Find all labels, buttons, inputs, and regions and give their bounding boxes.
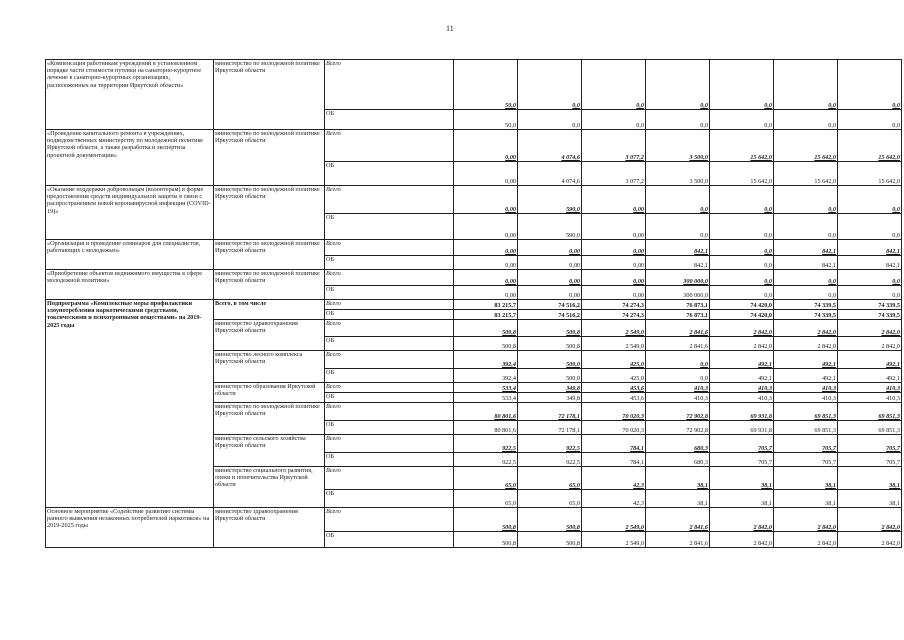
amount-cell: 2 842,0 (774, 320, 838, 337)
measure-name: «Организация и проведение семинаров для специалистов, работающих с молодежью» (46, 240, 214, 270)
amount-cell: 0,0 (646, 186, 710, 214)
funding-source: Всего (325, 467, 454, 490)
amount-cell: 842,1 (838, 256, 902, 270)
amount-cell: 0,00 (518, 240, 582, 256)
amount-cell: 69 931,8 (710, 403, 774, 421)
amount-cell: 0,0 (646, 214, 710, 240)
measure-name: «Компенсация работникам учреждений в установленном порядке части стоимости путевки на санаторно-курортное лечение в санаторно-курортных организациях, расположенных на территории Иркутской области» (46, 60, 214, 130)
amount-cell: 3 077,2 (582, 162, 646, 186)
amount-cell: 705,7 (838, 435, 902, 453)
amount-cell: 0,0 (710, 240, 774, 256)
amount-cell: 680,3 (646, 453, 710, 467)
amount-cell: 705,7 (838, 453, 902, 467)
amount-cell: 70 020,3 (582, 421, 646, 435)
amount-cell: 0,0 (710, 60, 774, 110)
measure-name: «Оказание поддержки добровольцам (волонтерам) в форме предоставления средств индивидуальной защиты в связи с распространением новой коронавирусной инфекции (COVID-19)» (46, 186, 214, 240)
amount-cell: 842,1 (646, 256, 710, 270)
funding-source: ОБ (325, 393, 454, 403)
amount-cell: 65,0 (518, 490, 582, 508)
amount-cell: 492,1 (774, 351, 838, 369)
amount-cell: 0,0 (838, 214, 902, 240)
funding-source: Всего (325, 60, 454, 110)
funding-source: ОБ (325, 369, 454, 383)
amount-cell: 2 841,6 (646, 508, 710, 532)
amount-cell: 842,1 (646, 240, 710, 256)
funding-source: ОБ (325, 490, 454, 508)
amount-cell: 0,00 (454, 130, 518, 162)
funding-source: ОБ (325, 310, 454, 320)
amount-cell: 0,00 (518, 286, 582, 300)
amount-cell: 0,0 (838, 60, 902, 110)
amount-cell: 0,00 (582, 186, 646, 214)
table-row (46, 508, 902, 532)
amount-cell: 83 215,7 (454, 310, 518, 320)
amount-cell: 410,3 (774, 383, 838, 393)
amount-cell: 80 801,6 (454, 421, 518, 435)
amount-cell: 2 842,0 (774, 532, 838, 548)
executor: министерство по молодежной политике Иркутской области (214, 186, 325, 240)
amount-cell: 2 549,0 (582, 532, 646, 548)
executor: министерство образования Иркутской области (214, 383, 325, 403)
amount-cell: 0,0 (518, 60, 582, 110)
funding-source: Всего (325, 320, 454, 337)
executor: министерство здравоохранения Иркутской области (214, 508, 325, 548)
amount-cell: 2 842,0 (838, 320, 902, 337)
amount-cell: 2 842,0 (710, 532, 774, 548)
amount-cell: 0,00 (582, 270, 646, 286)
amount-cell: 300 000,0 (646, 270, 710, 286)
executor: министерство по молодежной политике Иркутской области (214, 270, 325, 300)
amount-cell: 74 339,5 (838, 310, 902, 320)
executor: министерство по молодежной политике Иркутской области (214, 60, 325, 130)
funding-source: Всего (325, 186, 454, 214)
amount-cell: 0,0 (646, 369, 710, 383)
amount-cell: 38,1 (710, 490, 774, 508)
amount-cell: 0,0 (710, 110, 774, 130)
amount-cell: 76 873,1 (646, 310, 710, 320)
amount-cell: 0,0 (646, 60, 710, 110)
amount-cell: 842,1 (774, 256, 838, 270)
amount-cell: 0,0 (838, 270, 902, 286)
amount-cell: 0,0 (774, 60, 838, 110)
executor: министерство по молодежной политике Иркутской области (214, 403, 325, 435)
amount-cell: 2 842,0 (774, 508, 838, 532)
funding-source: Всего (325, 403, 454, 421)
executor: министерство лесного комплекса Иркутской области (214, 351, 325, 383)
amount-cell: 72 178,1 (518, 421, 582, 435)
table-row (46, 130, 902, 162)
amount-cell: 70 020,3 (582, 403, 646, 421)
amount-cell: 0,0 (774, 286, 838, 300)
amount-cell: 15 642,0 (710, 162, 774, 186)
amount-cell: 38,1 (838, 490, 902, 508)
amount-cell: 410,3 (838, 393, 902, 403)
amount-cell: 42,3 (582, 490, 646, 508)
amount-cell: 2 842,0 (710, 508, 774, 532)
table-row (46, 240, 902, 256)
amount-cell: 0,0 (710, 256, 774, 270)
amount-cell: 4 074,6 (518, 162, 582, 186)
funding-source: Всего (325, 270, 454, 286)
amount-cell: 3 077,2 (582, 130, 646, 162)
amount-cell: 2 549,0 (582, 320, 646, 337)
amount-cell: 500,8 (454, 320, 518, 337)
page-number: 11 (446, 24, 454, 33)
measure-name: «Приобретение объектов недвижимого имущества в сфере молодежной политики» (46, 270, 214, 300)
amount-cell: 38,1 (838, 467, 902, 490)
amount-cell: 453,6 (582, 383, 646, 393)
amount-cell: 65,0 (454, 490, 518, 508)
amount-cell: 922,5 (518, 453, 582, 467)
amount-cell: 425,0 (582, 369, 646, 383)
amount-cell: 392,4 (454, 369, 518, 383)
amount-cell: 74 339,5 (774, 300, 838, 310)
amount-cell: 74 516,2 (518, 300, 582, 310)
amount-cell: 2 841,6 (646, 320, 710, 337)
funding-source: Всего (325, 383, 454, 393)
budget-table (45, 59, 902, 548)
amount-cell: 74 274,3 (582, 310, 646, 320)
amount-cell: 0,0 (646, 351, 710, 369)
amount-cell: 38,1 (646, 490, 710, 508)
amount-cell: 2 549,0 (582, 337, 646, 351)
amount-cell: 392,4 (454, 351, 518, 369)
amount-cell: 349,8 (518, 393, 582, 403)
amount-cell: 349,8 (518, 383, 582, 393)
funding-source: ОБ (325, 256, 454, 270)
amount-cell: 784,1 (582, 453, 646, 467)
amount-cell: 0,0 (710, 286, 774, 300)
amount-cell: 72 902,8 (646, 403, 710, 421)
amount-cell: 500,8 (454, 532, 518, 548)
amount-cell: 0,0 (518, 110, 582, 130)
amount-cell: 2 842,0 (710, 337, 774, 351)
amount-cell: 500,8 (518, 532, 582, 548)
amount-cell: 38,1 (710, 467, 774, 490)
amount-cell: 0,00 (454, 186, 518, 214)
amount-cell: 15 642,0 (774, 162, 838, 186)
executor: министерство социального развития, опеки и попечительства Иркутской области (214, 467, 325, 508)
amount-cell: 74 339,5 (838, 300, 902, 310)
amount-cell: 4 074,6 (518, 130, 582, 162)
amount-cell: 0,0 (774, 214, 838, 240)
amount-cell: 74 339,5 (774, 310, 838, 320)
table-row (46, 270, 902, 286)
funding-source: ОБ (325, 162, 454, 186)
amount-cell: 300 000,0 (646, 286, 710, 300)
funding-source: ОБ (325, 286, 454, 300)
amount-cell: 425,0 (582, 351, 646, 369)
amount-cell: 72 902,8 (646, 421, 710, 435)
amount-cell: 453,6 (582, 393, 646, 403)
funding-source: ОБ (325, 214, 454, 240)
amount-cell: 65,0 (518, 467, 582, 490)
amount-cell: 83 215,7 (454, 300, 518, 310)
funding-source: Всего (325, 300, 454, 310)
amount-cell: 500,0 (518, 369, 582, 383)
amount-cell: 42,3 (582, 467, 646, 490)
funding-source: Всего (325, 435, 454, 453)
amount-cell: 492,1 (710, 351, 774, 369)
amount-cell: 0,00 (582, 286, 646, 300)
amount-cell: 500,8 (454, 337, 518, 351)
amount-cell: 2 549,0 (582, 508, 646, 532)
amount-cell: 842,1 (838, 240, 902, 256)
amount-cell: 2 842,0 (838, 337, 902, 351)
amount-cell: 500,8 (518, 337, 582, 351)
amount-cell: 784,1 (582, 435, 646, 453)
amount-cell: 705,7 (774, 453, 838, 467)
funding-source: ОБ (325, 421, 454, 435)
executor: министерство по молодежной политике Иркутской области (214, 240, 325, 270)
amount-cell: 410,3 (646, 393, 710, 403)
executor: министерство сельского хозяйства Иркутской области (214, 435, 325, 467)
funding-source: ОБ (325, 453, 454, 467)
amount-cell: 0,0 (582, 60, 646, 110)
table-row (46, 186, 902, 214)
amount-cell: 0,00 (454, 270, 518, 286)
table-row (46, 60, 902, 110)
amount-cell: 0,00 (518, 256, 582, 270)
funding-source: Всего (325, 351, 454, 369)
amount-cell: 74 420,0 (710, 310, 774, 320)
amount-cell: 705,7 (710, 453, 774, 467)
funding-source: Всего (325, 240, 454, 256)
funding-source: Всего (325, 508, 454, 532)
amount-cell: 0,0 (838, 286, 902, 300)
amount-cell: 410,3 (838, 383, 902, 393)
measure-name: Основное мероприятие «Содействие развитию системы раннего выявления незаконных потребителей наркотиков» на 2019-2025 годы (46, 508, 214, 548)
amount-cell: 0,00 (454, 214, 518, 240)
amount-cell: 69 851,3 (838, 403, 902, 421)
amount-cell: 922,5 (518, 435, 582, 453)
amount-cell: 705,7 (774, 435, 838, 453)
amount-cell: 492,1 (838, 369, 902, 383)
executor: министерство здравоохранения Иркутской области (214, 320, 325, 351)
amount-cell: 705,7 (710, 435, 774, 453)
amount-cell: 65,0 (454, 467, 518, 490)
amount-cell: 38,1 (774, 467, 838, 490)
amount-cell: 0,00 (454, 286, 518, 300)
table-row (46, 300, 902, 310)
funding-source: ОБ (325, 110, 454, 130)
amount-cell: 0,00 (454, 256, 518, 270)
funding-source: ОБ (325, 532, 454, 548)
amount-cell: 410,3 (774, 393, 838, 403)
amount-cell: 2 841,6 (646, 337, 710, 351)
funding-source: Всего (325, 130, 454, 162)
amount-cell: 69 851,3 (774, 403, 838, 421)
amount-cell: 842,1 (774, 240, 838, 256)
amount-cell: 0,0 (838, 186, 902, 214)
amount-cell: 2 842,0 (838, 508, 902, 532)
amount-cell: 0,00 (582, 214, 646, 240)
amount-cell: 2 841,6 (646, 532, 710, 548)
amount-cell: 72 178,1 (518, 403, 582, 421)
amount-cell: 590,0 (518, 186, 582, 214)
amount-cell: 0,0 (710, 214, 774, 240)
amount-cell: 410,3 (710, 383, 774, 393)
amount-cell: 38,1 (646, 467, 710, 490)
amount-cell: 80 801,6 (454, 403, 518, 421)
measure-name: «Проведение капитального ремонта в учреждениях, подведомственных министерству по молодежной политике Иркутской области, а также разработка и экспертиза проектной документации» (46, 130, 214, 186)
amount-cell: 15 642,0 (774, 130, 838, 162)
amount-cell: 74 274,3 (582, 300, 646, 310)
amount-cell: 69 851,3 (838, 421, 902, 435)
amount-cell: 0,0 (774, 110, 838, 130)
amount-cell: 50,0 (454, 110, 518, 130)
amount-cell: 590,0 (518, 214, 582, 240)
amount-cell: 76 873,1 (646, 300, 710, 310)
amount-cell: 492,1 (774, 369, 838, 383)
amount-cell: 0,0 (710, 270, 774, 286)
amount-cell: 500,8 (518, 508, 582, 532)
amount-cell: 492,1 (838, 351, 902, 369)
amount-cell: 0,00 (582, 240, 646, 256)
amount-cell: 0,00 (454, 240, 518, 256)
amount-cell: 3 500,0 (646, 162, 710, 186)
measure-name: Подпрограмма «Комплексные меры профилактики злоупотребления наркотическими средствами, токсическими и психотропными веществами» на 2019-2025 годы (46, 300, 214, 508)
amount-cell: 2 842,0 (710, 320, 774, 337)
amount-cell: 0,0 (774, 270, 838, 286)
amount-cell: 922,5 (454, 435, 518, 453)
funding-source: ОБ (325, 337, 454, 351)
amount-cell: 0,0 (582, 110, 646, 130)
amount-cell: 2 842,0 (838, 532, 902, 548)
amount-cell: 38,1 (774, 490, 838, 508)
amount-cell: 2 842,0 (774, 337, 838, 351)
amount-cell: 69 851,3 (774, 421, 838, 435)
amount-cell: 410,3 (710, 393, 774, 403)
amount-cell: 15 642,0 (710, 130, 774, 162)
amount-cell: 500,8 (518, 320, 582, 337)
amount-cell: 922,5 (454, 453, 518, 467)
amount-cell: 0,00 (518, 270, 582, 286)
amount-cell: 410,3 (646, 383, 710, 393)
amount-cell: 680,3 (646, 435, 710, 453)
amount-cell: 0,0 (710, 186, 774, 214)
amount-cell: 0,0 (646, 110, 710, 130)
amount-cell: 500,8 (454, 508, 518, 532)
amount-cell: 0,00 (454, 162, 518, 186)
amount-cell: 0,0 (774, 186, 838, 214)
amount-cell: 533,4 (454, 383, 518, 393)
amount-cell: 0,00 (582, 256, 646, 270)
executor: Всего, в том числе (214, 300, 325, 320)
amount-cell: 69 931,8 (710, 421, 774, 435)
amount-cell: 74 516,2 (518, 310, 582, 320)
executor: министерство по молодежной политике Иркутской области (214, 130, 325, 186)
amount-cell: 3 500,0 (646, 130, 710, 162)
amount-cell: 50,0 (454, 60, 518, 110)
amount-cell: 0,0 (838, 110, 902, 130)
amount-cell: 74 420,0 (710, 300, 774, 310)
amount-cell: 15 642,0 (838, 162, 902, 186)
amount-cell: 15 642,0 (838, 130, 902, 162)
amount-cell: 533,4 (454, 393, 518, 403)
amount-cell: 492,1 (710, 369, 774, 383)
amount-cell: 500,0 (518, 351, 582, 369)
